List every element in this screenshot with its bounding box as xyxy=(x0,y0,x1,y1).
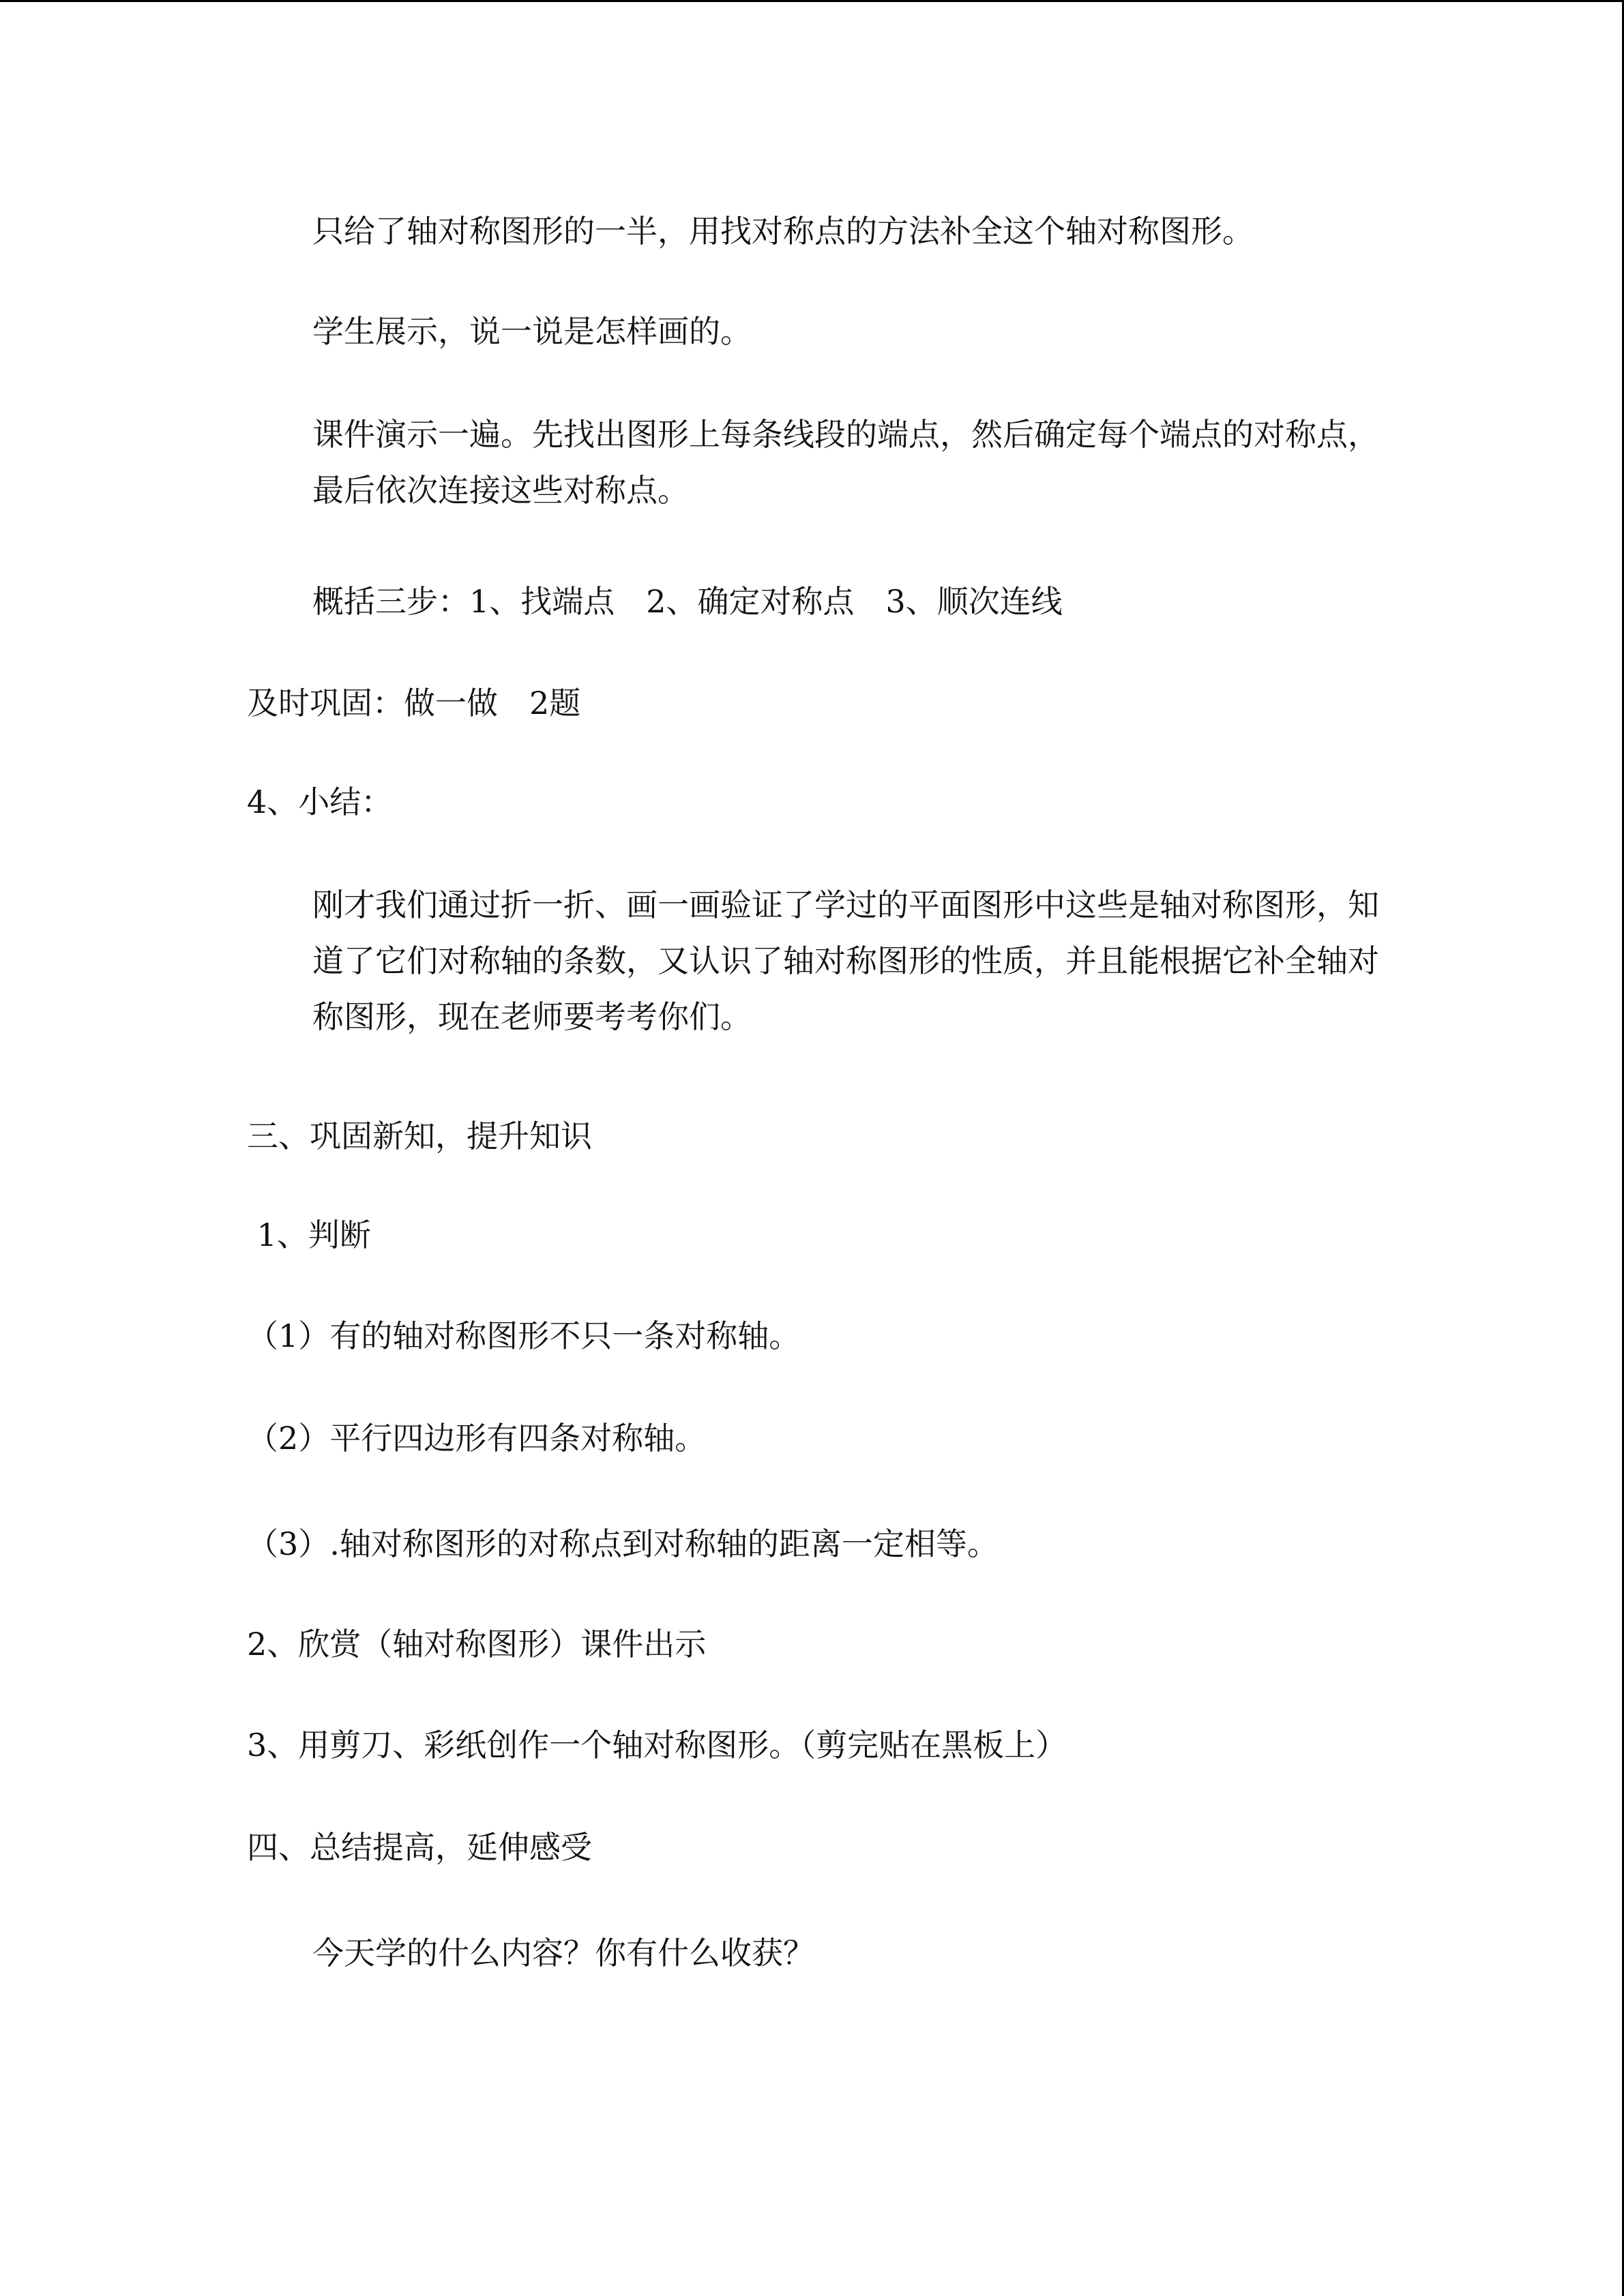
paragraph-appreciate: 2、欣赏（轴对称图形）课件出示 xyxy=(247,1626,707,1663)
paragraph-summary-text: 刚才我们通过折一折、画一画验证了学过的平面图形中这些是轴对称图形，知道了它们对称轴的条数，又认识了轴对称图形的性质，并且能根据它补全轴对称图形，现在老师要考考你们。 xyxy=(312,886,1379,1035)
paragraph-courseware-demo: 课件演示一遍。先找出图形上每条线段的端点，然后确定每个端点的对称点，最后依次连接这些对称点。 xyxy=(312,416,1379,509)
heading-conclusion: 四、总结提高，延伸感受 xyxy=(247,1829,592,1866)
paragraph-half-figure: 只给了轴对称图形的一半，用找对称点的方法补全这个轴对称图形。 xyxy=(312,213,1254,250)
paragraph-create: 3、用剪刀、彩纸创作一个轴对称图形。（剪完贴在黑板上） xyxy=(247,1727,1067,1763)
paragraph-three-steps: 概括三步：1、找端点 2、确定对称点 3、顺次连线 xyxy=(312,583,1063,620)
heading-consolidate: 三、巩固新知，提升知识 xyxy=(247,1118,592,1154)
judge-item-3: （3）.轴对称图形的对称点到对称轴的距离一定相等。 xyxy=(247,1525,999,1562)
paragraph-question: 今天学的什么内容？你有什么收获？ xyxy=(312,1935,814,1971)
judge-item-2: （2）平行四边形有四条对称轴。 xyxy=(247,1420,707,1457)
judge-item-1: （1）有的轴对称图形不只一条对称轴。 xyxy=(247,1317,801,1354)
paragraph-student-show: 学生展示，说一说是怎样画的。 xyxy=(312,313,752,350)
heading-judge: 1、判断 xyxy=(247,1217,371,1253)
paragraph-practice: 及时巩固：做一做 2题 xyxy=(247,685,581,721)
heading-summary: 4、小结： xyxy=(247,784,393,820)
